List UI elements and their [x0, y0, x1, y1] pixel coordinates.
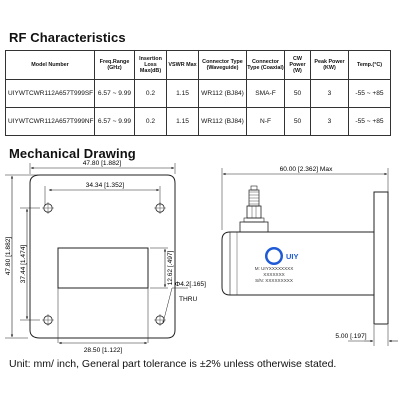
cell-cw-power: 50 [285, 80, 311, 108]
rf-characteristics-title: RF Characteristics [9, 30, 126, 45]
cell-waveguide-connector: WR112 (BJ84) [199, 108, 247, 136]
dim-aperture-height: 12.62 [.497] [167, 250, 174, 286]
header-waveguide-connector: Connector Type (Waveguide) [199, 51, 247, 80]
cell-model-number: UIYWTCWR112A657T999SF [6, 80, 95, 108]
table-row [6, 80, 391, 108]
dim-hole-thru: THRU [179, 296, 198, 303]
cell-vswr: 1.15 [167, 108, 199, 136]
rf-characteristics-table [5, 50, 391, 136]
mechanical-drawing [0, 160, 400, 355]
cell-waveguide-connector: WR112 (BJ84) [199, 80, 247, 108]
cell-insertion-loss: 0.2 [135, 108, 167, 136]
cell-model-number: UIYWTCWR112A657T999NF [6, 108, 95, 136]
mechanical-drawing-title: Mechanical Drawing [9, 146, 136, 161]
label-logo-text: UIY [286, 252, 299, 261]
cell-freq-range: 6.57 ~ 9.99 [95, 80, 135, 108]
header-coaxial-connector: Connector Type (Coaxial) [247, 51, 285, 80]
header-insertion-loss: Insertion Loss Max(dB) [135, 51, 167, 80]
label-line-model: M: UIYXXXXXXXX [254, 266, 294, 271]
dim-overall-height: 47.80 [1.882] [5, 236, 12, 276]
cell-peak-power: 3 [311, 108, 349, 136]
front-view [5, 163, 188, 343]
cell-vswr: 1.15 [167, 80, 199, 108]
dim-overall-width: 47.80 [1.882] [82, 160, 122, 167]
cell-coaxial-connector: N-F [247, 108, 285, 136]
cell-cw-power: 50 [285, 108, 311, 136]
cell-temp: -55 ~ +85 [349, 80, 391, 108]
cell-temp: -55 ~ +85 [349, 108, 391, 136]
cell-freq-range: 6.57 ~ 9.99 [95, 108, 135, 136]
dim-hole-spacing-h: 34.34 [1.352] [85, 182, 125, 189]
header-peak-power: Peak Power (KW) [311, 51, 349, 80]
dim-hole-diameter: Φ4.2[.165] [175, 281, 206, 288]
dim-aperture-width: 28.50 [1.122] [83, 347, 123, 354]
product-label [255, 247, 299, 283]
header-temp: Temp.(°C) [349, 51, 391, 80]
header-vswr: VSWR Max [167, 51, 199, 80]
side-view [222, 168, 398, 346]
dim-flange-thickness: 5.00 [.197] [335, 333, 367, 340]
header-model-number: Model Number [6, 51, 95, 80]
dim-hole-spacing-v: 37.44 [1.474] [20, 244, 27, 284]
cell-insertion-loss: 0.2 [135, 80, 167, 108]
label-line-serial: S/N: XXXXXXXXX [255, 278, 293, 283]
header-freq-range: Freq.Range (GHz) [95, 51, 135, 80]
header-cw-power: CW Power (W) [285, 51, 311, 80]
unit-note: Unit: mm/ inch, General part tolerance is ±2% unless otherwise stated. [9, 358, 337, 370]
label-line-code: XXXXXXX [263, 272, 285, 277]
dim-length: 60.00 [2.362] Max [279, 166, 333, 173]
cell-coaxial-connector: SMA-F [247, 80, 285, 108]
cell-peak-power: 3 [311, 80, 349, 108]
table-row [6, 108, 391, 136]
table-header-row [6, 51, 391, 80]
